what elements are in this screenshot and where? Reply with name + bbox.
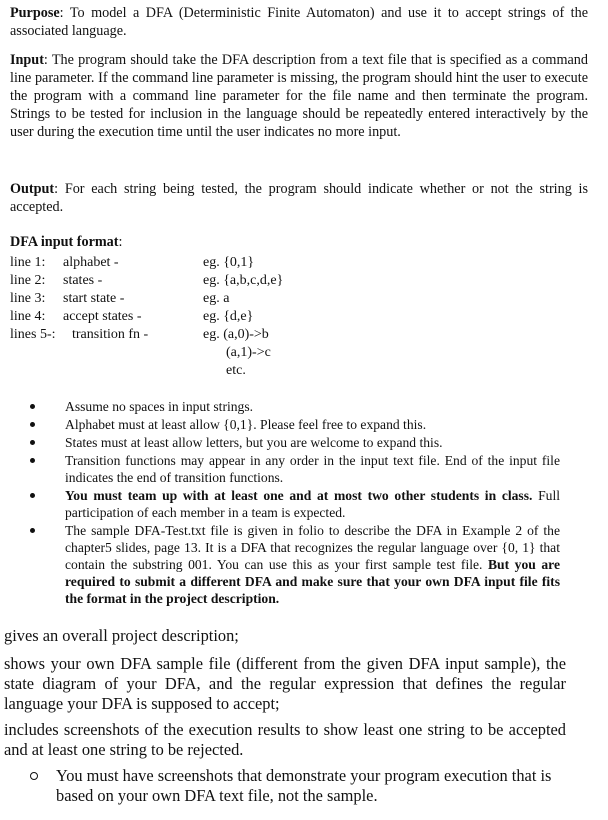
format-line-2: line 2: [10, 273, 46, 288]
bullet-text: Assume no spaces in input strings. [65, 399, 254, 414]
list-item [30, 522, 560, 607]
output-paragraph [10, 180, 588, 216]
report-line-1: gives an overall project description; [4, 626, 239, 645]
purpose-label: Purpose [10, 5, 60, 21]
input-label: Input [10, 52, 44, 68]
dfa-format-title [10, 234, 122, 251]
bullet-text: States must at least allow letters, but you are welcome to expand this. [65, 435, 443, 450]
report-sub-item [30, 766, 570, 806]
report-line-2: shows your own DFA sample file (different from the given DFA input sample), the state diagram of your DFA, and the regular expression that defines the regular language your DFA is supposed to accept; [4, 654, 566, 713]
purpose-text: : To model a DFA (Deterministic Finite Automaton) and use it to accept strings of the associated language. [10, 5, 588, 39]
bullet-text: Transition functions may appear in any order in the input text file. End of the input file indicates the end of transition functions. [65, 453, 560, 485]
list-item [30, 452, 560, 486]
requirements-list [30, 398, 560, 608]
bullet-text: Alphabet must at least allow {0,1}. Please feel free to expand this. [65, 417, 427, 432]
dfa-format-title-colon: : [118, 234, 123, 250]
format-example-4: eg. {d,e} [203, 309, 254, 324]
format-line-1: line 1: [10, 255, 46, 270]
format-extra-transition: (a,1)->c [226, 345, 271, 360]
bullet-bold-text: But you are required to submit a different DFA and make sure that your own DFA input file fits the format in the project description. [65, 557, 560, 606]
format-example-1: eg. {0,1} [203, 255, 255, 270]
format-line-3: line 3: [10, 291, 46, 306]
format-name-5: transition fn - [72, 327, 149, 342]
bullet-dot-icon [30, 404, 35, 409]
input-text: : The program should take the DFA description from a text file that is specified as a command line parameter. If the command line parameter is missing, the program should hint the user to execute the program with a command line parameter for the file name and then terminate the program. Strings to be tested for inclusion in the language should be repeatedly entered interactively by the user during the execution time until the user indicates no more input. [10, 52, 588, 140]
input-paragraph [10, 51, 588, 141]
purpose-paragraph [10, 4, 588, 40]
hollow-bullet-icon [30, 772, 38, 780]
format-extra-etc: etc. [226, 363, 246, 378]
list-item [30, 398, 560, 415]
format-example-3: eg. a [203, 291, 230, 306]
format-name-4: accept states - [63, 309, 142, 324]
list-item [30, 434, 560, 451]
bullet-text: The sample DFA-Test.txt file is given in folio to describe the DFA in Example 2 of the chapter5 slides, page 13. It is a DFA that recognizes the regular language over {0, 1} that contain the substring 001. You can use this as your first sample test file. [65, 523, 560, 572]
bullet-bold-text: You must team up with at least one and at most two other students in class. [65, 488, 533, 503]
format-name-3: start state - [63, 291, 125, 306]
bullet-dot-icon [30, 528, 35, 533]
bullet-dot-icon [30, 440, 35, 445]
bullet-dot-icon [30, 493, 35, 498]
bullet-text: Full participation of each member in a team is expected. [65, 488, 560, 520]
dfa-format-title-text: DFA input format [10, 234, 119, 250]
format-line-5: lines 5-: [10, 327, 56, 342]
report-sub-text: You must have screenshots that demonstrate your program execution that is based on your own DFA text file, not the sample. [56, 766, 552, 805]
format-name-2: states - [63, 273, 103, 288]
output-text: : For each string being tested, the program should indicate whether or not the string is accepted. [10, 181, 588, 215]
format-line-4: line 4: [10, 309, 46, 324]
bullet-dot-icon [30, 458, 35, 463]
format-example-5: eg. (a,0)->b [203, 327, 269, 342]
format-example-2: eg. {a,b,c,d,e} [203, 273, 284, 288]
bullet-dot-icon [30, 422, 35, 427]
report-line-3: includes screenshots of the execution results to show least one string to be accepted and at least one string to be rejected. [4, 720, 566, 759]
list-item [30, 487, 560, 521]
list-item [30, 416, 560, 433]
output-label: Output [10, 181, 55, 197]
format-name-1: alphabet - [63, 255, 119, 270]
